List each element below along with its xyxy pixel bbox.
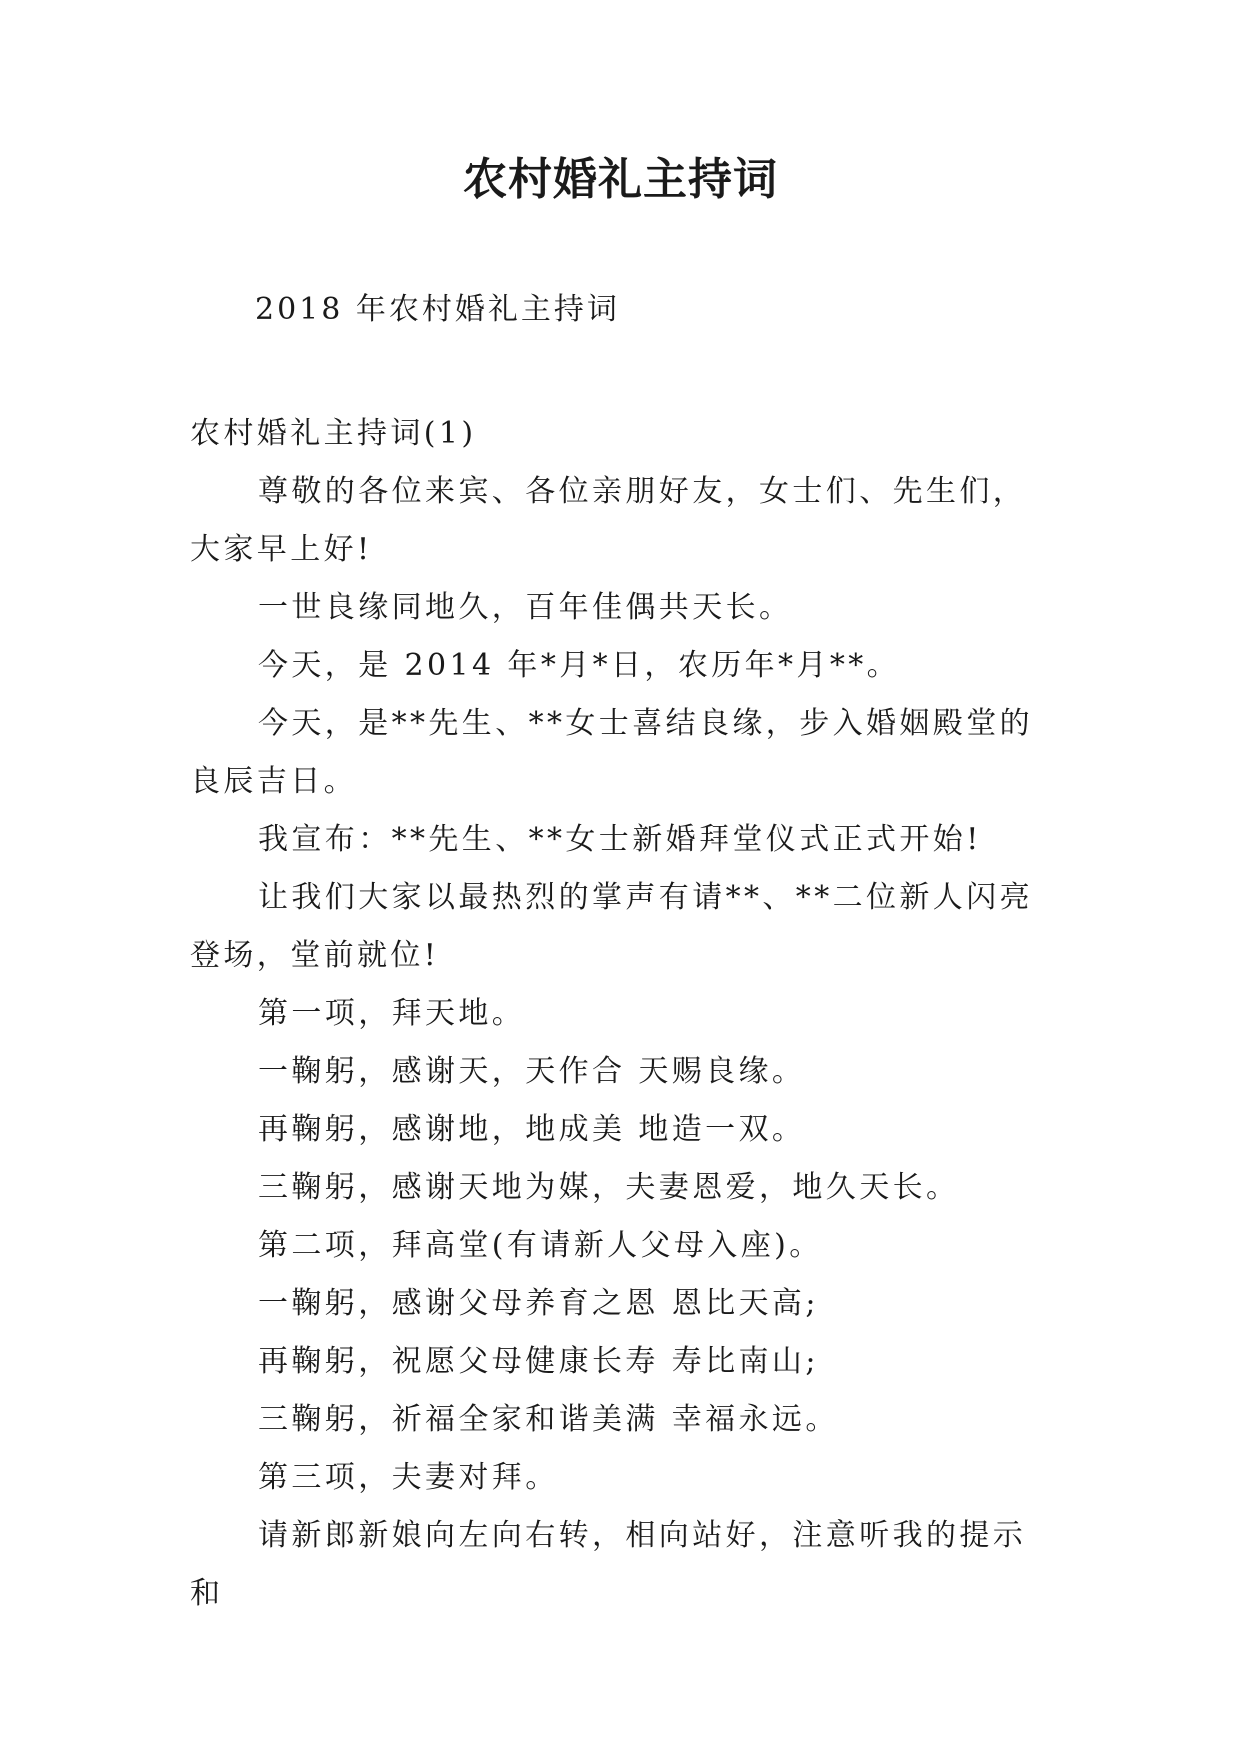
paragraph: 尊敬的各位来宾、各位亲朋好友，女士们、先生们，大家早上好! [190,474,1027,567]
paragraph: 一鞠躬，感谢父母养育之恩 恩比天高; [258,1286,819,1321]
paragraph: 三鞠躬，祈福全家和谐美满 幸福永远。 [258,1402,839,1437]
paragraph: 一鞠躬，感谢天，天作合 天赐良缘。 [258,1054,806,1089]
document-body [190,405,1050,1623]
paragraph: 我宣布：**先生、**女士新婚拜堂仪式正式开始! [258,822,982,857]
paragraph: 请新郎新娘向左向右转，相向站好，注意听我的提示和 [190,1518,1027,1611]
paragraph: 再鞠躬，祝愿父母健康长寿 寿比南山; [258,1344,819,1379]
paragraph: 三鞠躬，感谢天地为媒，夫妻恩爱，地久天长。 [258,1170,960,1205]
paragraph: 一世良缘同地久，百年佳偶共天长。 [258,590,793,625]
paragraph: 第一项，拜天地。 [258,996,526,1031]
paragraph: 让我们大家以最热烈的掌声有请**、**二位新人闪亮登场，堂前就位! [190,880,1033,973]
paragraph: 今天，是**先生、**女士喜结良缘，步入婚姻殿堂的良辰吉日。 [190,706,1033,799]
paragraph: 今天，是 2014 年*月*日，农历年*月**。 [258,648,901,683]
paragraph: 再鞠躬，感谢地，地成美 地造一双。 [258,1112,806,1147]
paragraph: 第三项，夫妻对拜。 [258,1460,559,1495]
document-subtitle: 2018 年农村婚礼主持词 [255,292,620,327]
paragraph: 第二项，拜高堂(有请新人父母入座)。 [258,1228,823,1263]
document-title: 农村婚礼主持词 [463,154,778,205]
section-heading: 农村婚礼主持词(1) [190,416,477,451]
